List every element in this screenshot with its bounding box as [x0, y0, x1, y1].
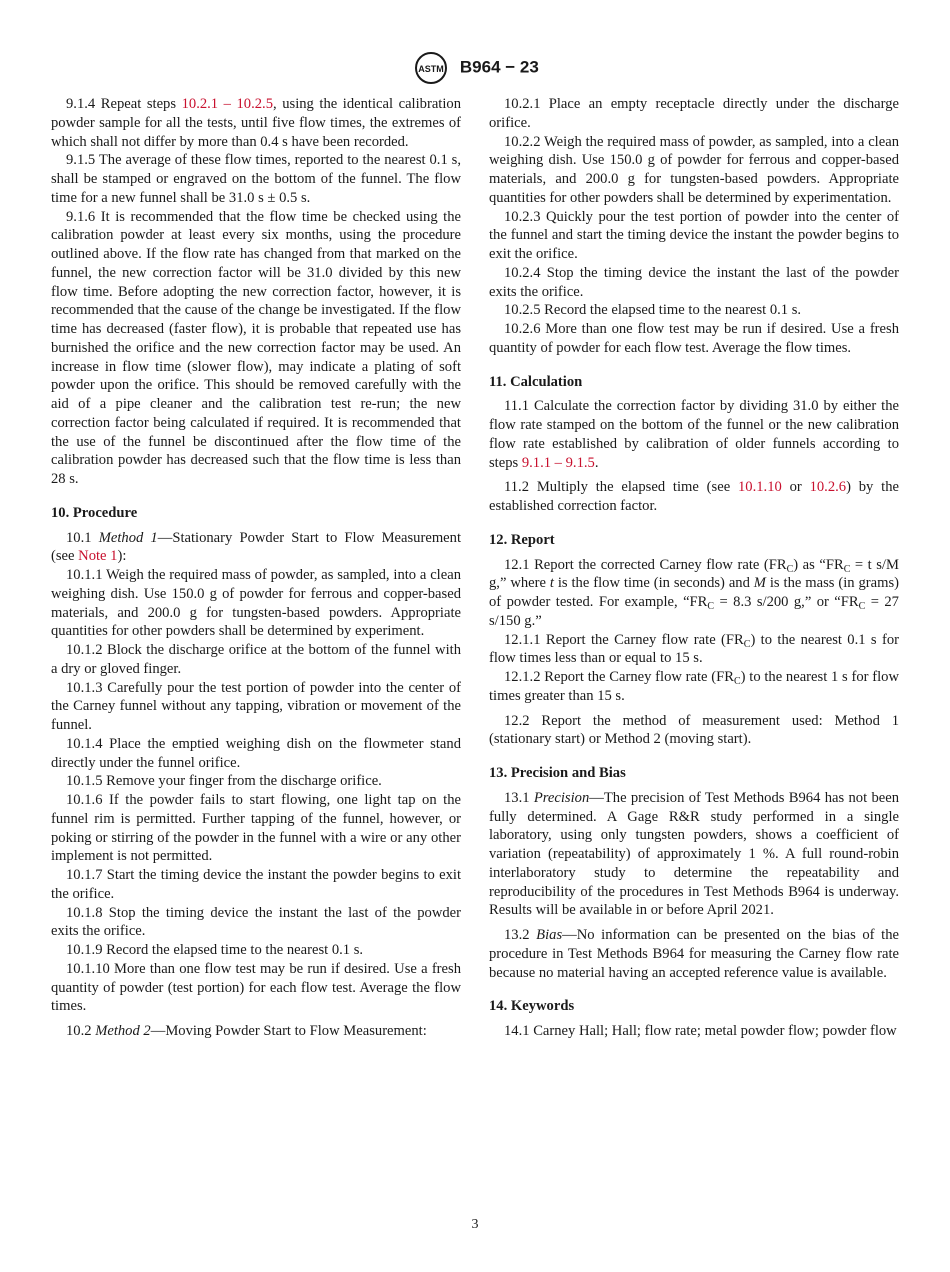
para-10-2-6: 10.2.6 More than one flow test may be run if desired. Use a fresh quantity of powder for each flow test. Average the flow times.: [489, 321, 899, 356]
para-10-1-10: 10.1.10 More than one flow test may be run if desired. Use a fresh quantity of powder (test portion) for each flow test. Average the flow times.: [51, 960, 461, 1015]
heading-precision-and-bias: 13. Precision and Bias: [489, 765, 626, 781]
right-column: [489, 95, 899, 1041]
para-10-2-4: 10.2.4 Stop the timing device the instant the last of the powder exits the orifice.: [489, 264, 899, 300]
para-10-1-4: 10.1.4 Place the emptied weighing dish on the flowmeter stand directly under the funnel orifice.: [51, 735, 461, 771]
para-10-1-2: 10.1.2 Block the discharge orifice at the bottom of the funnel with a dry or gloved finger.: [51, 642, 461, 677]
para-13-2: 13.2 Bias—No information can be presented on the bias of the procedure in Test Methods B964 for measuring the Carney flow rate because no material having an accepted reference value is available.: [489, 927, 899, 981]
para-10-1-9: 10.1.9 Record the elapsed time to the nearest 0.1 s.: [66, 942, 364, 958]
para-10-1: 10.1 Method 1—Stationary Powder Start to Flow Measurement (see Note 1):: [51, 529, 461, 565]
link-9-1-1-to-9-1-5[interactable]: 9.1.1 – 9.1.5: [521, 454, 595, 471]
astm-logo-icon: [411, 51, 451, 85]
para-12-1-1: 12.1.1 Report the Carney flow rate $(FR_C)$ to the nearest 0.1 s for flow times less than or equal to 15 s.: [489, 631, 899, 667]
para-10-1-5: 10.1.5 Remove your finger from the discharge orifice.: [66, 773, 382, 790]
para-12-2: 12.2 Report the method of measurement used: Method 1 (stationary start) or Method 2 (moving start).: [489, 712, 899, 748]
para-10-1-6: 10.1.6 If the powder fails to start flowing, one light tap on the funnel rim is permitted. Further tapping of the funnel, however, or poking or stirring of the powder in the funnel with a wire or any other implement is not permitted.: [51, 792, 461, 865]
svg-text:ASTM: ASTM: [418, 63, 444, 74]
link-10-2-1-to-10-2-5[interactable]: 10.2.1 – 10.2.5: [181, 96, 273, 112]
para-9-1-5: 9.1.5 The average of these flow times, reported to the nearest 0.1 s, shall be stamped or engraved on the bottom of the funnel. The flow time for a new funnel shall be 31.0 s ± 0.5 s.: [51, 152, 461, 206]
para-10-1-8: 10.1.8 Stop the timing device the instant the last of the powder exits the orifice.: [51, 904, 461, 940]
link-10-2-6[interactable]: 10.2.6: [809, 479, 847, 496]
heading-procedure: 10. Procedure: [51, 504, 138, 521]
para-12-1-2: 12.1.2 Report the Carney flow rate $(FR_C)$ to the nearest 1 s for flow times greater than 15 s.: [489, 669, 899, 704]
page-number: 3: [471, 1217, 479, 1232]
para-9-1-4: 9.1.4 Repeat steps 10.2.1 – 10.2.5, using the identical calibration powder sample for all the tests, until five flow times, the extremes of which shall not differ by more than 0.4 s have been recorded.: [51, 96, 462, 150]
page-header: [0, 50, 950, 85]
heading-calculation: 11. Calculation: [489, 373, 583, 390]
para-10-2-5: 10.2.5 Record the elapsed time to the nearest 0.1 s.: [504, 302, 802, 319]
heading-keywords: 14. Keywords: [489, 998, 575, 1015]
para-14-1: 14.1 Carney Hall; Hall; flow rate; metal powder flow; powder flow: [504, 1023, 897, 1039]
para-10-1-3: 10.1.3 Carefully pour the test portion of powder into the center of the Carney funnel without any tapping, vibration or movement of the funnel.: [51, 679, 461, 733]
para-12-1: 12.1 Report the corrected Carney flow rate $(FR_C)$ as “$FR_C = t$ s/M g,” where t is the flow time (in seconds) and M is the mass (in grams) of powder tested. For example, “$FR_C = 8.3$ s/200 g,” or “$FR_C = 27$ s/150 g.”: [489, 556, 899, 629]
para-13-1: 13.1 Precision—The precision of Test Methods B964 has not been fully determined. A Gage R&R study performed in a single laboratory, using only tungsten powders, shows a coefficient of variation (repeatability) of approximately 1 %. A full round-robin interlaboratory study to determine the repeatability and reproducibility of the procedures in Test Methods B964 is underway. Results will be available in or before April 2021.: [489, 789, 899, 919]
para-10-2-2: 10.2.2 Weigh the required mass of powder, as sampled, into a clean weighing dish. Use 150.0 g of powder for ferrous and copper-based materials, and 200.0 g for tungsten-based powders. Appropriate quantities for other powders shall be determined by experimentation.: [489, 133, 899, 206]
link-note-1[interactable]: Note 1: [78, 548, 118, 565]
para-11-2: 11.2 Multiply the elapsed time (see 10.1.10 or 10.2.6) by the established correction factor.: [489, 479, 899, 514]
left-column: [51, 95, 461, 1041]
para-10-2-3: 10.2.3 Quickly pour the test portion of powder into the center of the funnel and start the timing device the instant the powder begins to exit the orifice.: [489, 208, 899, 262]
para-10-2-1: 10.2.1 Place an empty receptacle directly under the discharge orifice.: [489, 96, 899, 131]
para-9-1-6: 9.1.6 It is recommended that the flow time be checked using the calibration powder at least every six months, using the procedure outlined above. If the flow rate has changed from that marked on the funnel, the new correction factor will be 31.0 divided by this new flow time. Before adopting the new correction factor, however, it is recommended that the cause of the change be investigated. If the flow time has decreased (faster flow), it is probable that repeated use has burnished the orifice and the new correction factor may be used. An increase in flow time (slower flow), may indicate a plating of soft powder upon the orifice. This should be removed carefully with the aid of a pipe cleaner and the calibration test re-run; the new correction factor being calculated if required. It is recommended that the use of the funnel be discontinued after the flow time of the calibration powder has decreased such that the flow time is less than 28 s.: [51, 208, 461, 487]
link-10-1-10[interactable]: 10.1.10: [738, 479, 782, 496]
para-10-1-1: 10.1.1 Weigh the required mass of powder, as sampled, into a clean weighing dish. Use 150.0 g of powder for ferrous and copper-based materials, and 200.0 g for tungsten-based powders. Appropriate quantities for other powders shall be determined by experiment.: [51, 567, 461, 640]
para-11-1: 11.1 Calculate the correction factor by dividing 31.0 by either the flow rate stamped on the bottom of the funnel or the new calibration flow rate established by calibration of older funnels according to steps 9.1.1 – 9.1.5.: [489, 398, 899, 471]
para-10-1-7: 10.1.7 Start the timing device the instant the powder begins to exit the orifice.: [51, 867, 461, 902]
heading-report: 12. Report: [489, 531, 555, 548]
standard-designation: B964 − 23: [459, 57, 539, 77]
para-10-2: 10.2 Method 2—Moving Powder Start to Flow Measurement:: [66, 1023, 427, 1039]
